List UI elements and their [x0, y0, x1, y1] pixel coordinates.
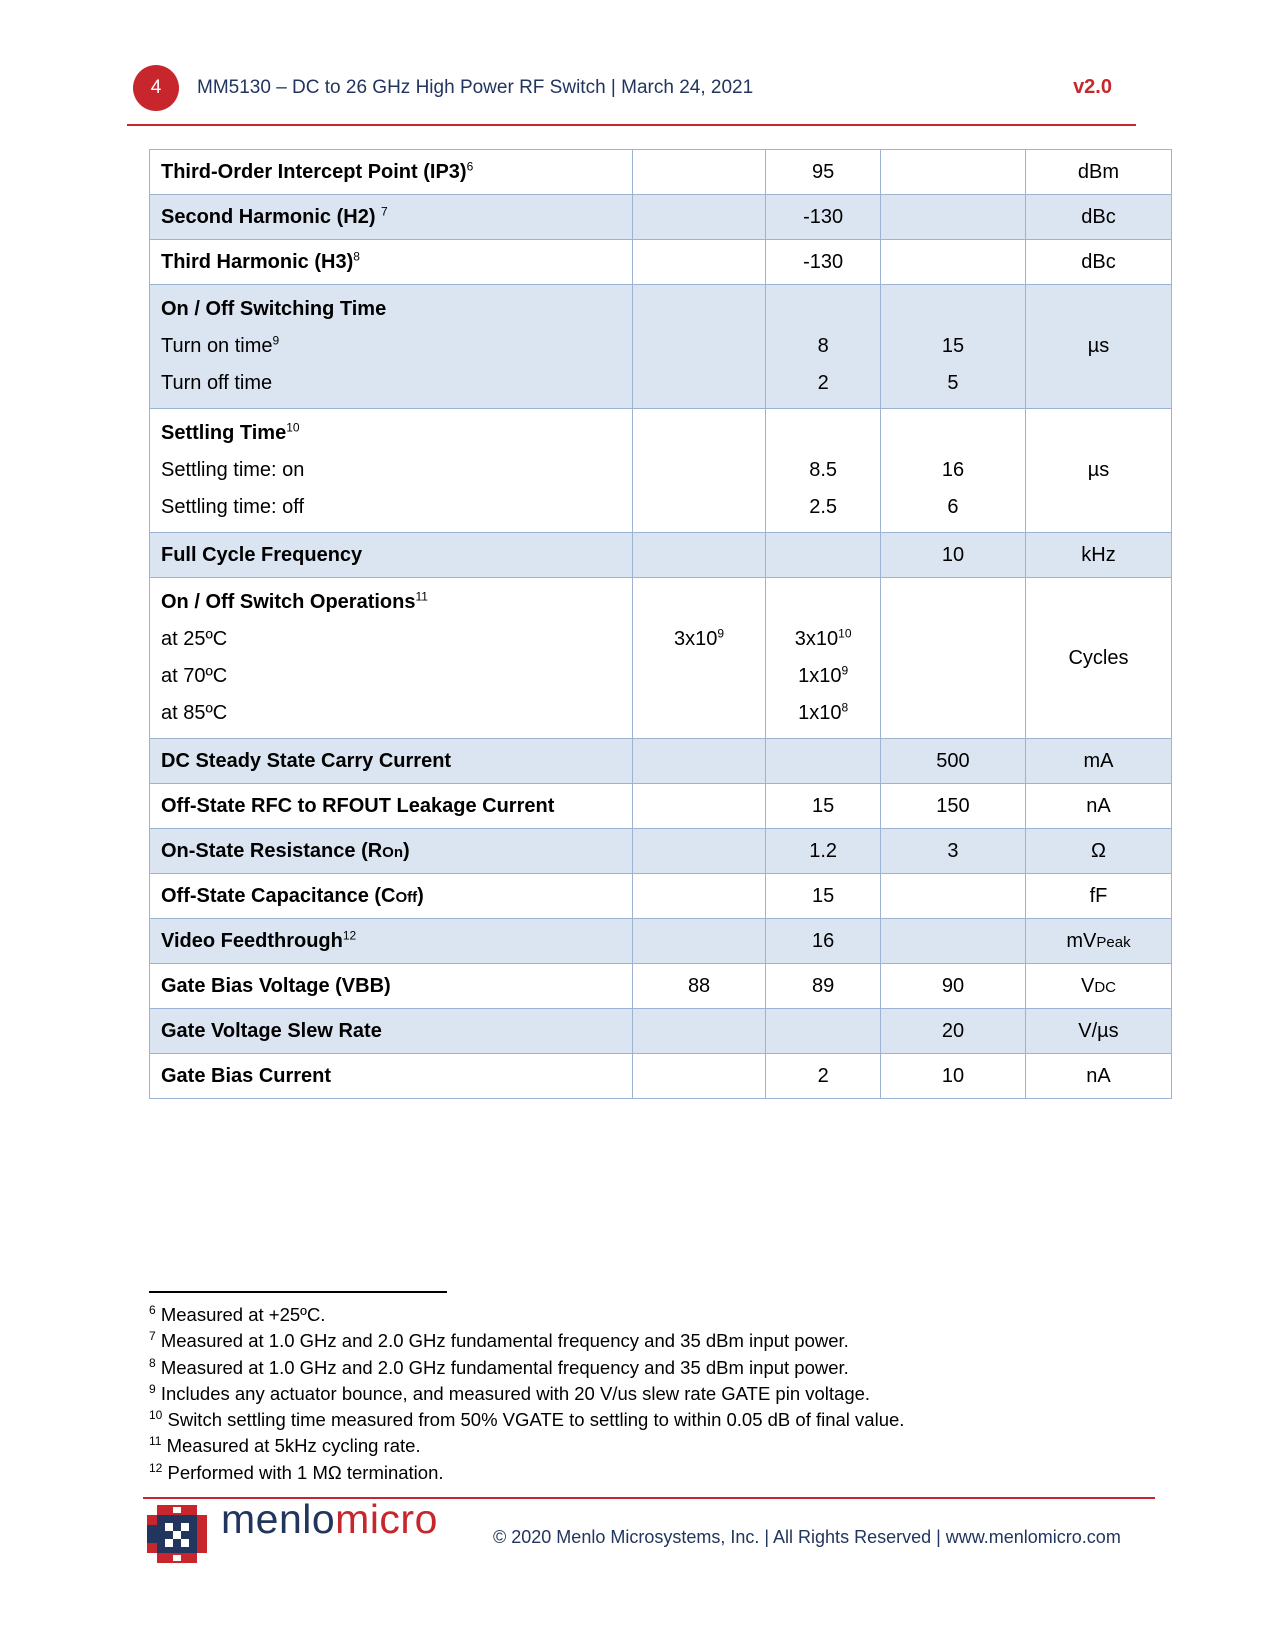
unit-cell: mVPeak [1025, 919, 1171, 964]
footnote: $^{12}$ Performed with 1 MΩ termination. [149, 1460, 444, 1483]
typ-cell: 15 [766, 784, 881, 829]
unit-cell: Cycles [1025, 578, 1171, 739]
typ-cell: 8 2 [766, 285, 881, 409]
unit-cell: fF [1025, 874, 1171, 919]
min-cell [632, 739, 765, 784]
typ-cell: $3x10^{10}$ $1x10^9$ $1x10^8$ [766, 578, 881, 739]
footnote: $^{10}$ Switch settling time measured from 50% VGATE to settling to within 0.05 dB of final value. [149, 1408, 905, 1431]
typ-cell: 15 [766, 874, 881, 919]
param-label: Third Harmonic $(H3)^8$ [150, 240, 633, 285]
unit-cell: nA [1025, 784, 1171, 829]
page-number-badge: 4 [133, 65, 179, 111]
param-label: Settling Time$^{10}$ Settling time: on Settling time: off [150, 409, 633, 533]
max-cell: 3 [881, 829, 1026, 874]
max-cell: 150 [881, 784, 1026, 829]
unit-cell: V/µs [1025, 1009, 1171, 1054]
param-label: Gate Bias Current [150, 1054, 633, 1099]
unit-cell: µs [1025, 409, 1171, 533]
min-cell [632, 409, 765, 533]
footnotes [149, 1302, 904, 1486]
param-label: On / Off Switch Operations$^{11}$ at 25ºC at 70ºC at 85ºC [150, 578, 633, 739]
typ-cell: 1.2 [766, 829, 881, 874]
brand-wordmark: menlomicro [221, 1496, 438, 1542]
table-row [150, 409, 1172, 533]
param-label: On / Off Switching Time Turn on time$^9$ Turn off time [150, 285, 633, 409]
table-row [150, 829, 1172, 874]
document-title: MM5130 – DC to 26 GHz High Power RF Switch | March 24, 2021 [197, 77, 754, 98]
min-cell [632, 784, 765, 829]
max-cell [881, 240, 1026, 285]
copyright-text: © 2020 Menlo Microsystems, Inc. | All Rights Reserved | www.menlomicro.com [493, 1527, 1121, 1547]
max-cell [881, 919, 1026, 964]
param-label: Gate Voltage Slew Rate [150, 1009, 633, 1054]
max-cell [881, 578, 1026, 739]
unit-cell: kHz [1025, 533, 1171, 578]
min-cell [632, 1054, 765, 1099]
min-cell [632, 829, 765, 874]
min-cell [632, 874, 765, 919]
typ-cell: 8.5 2.5 [766, 409, 881, 533]
table-row [150, 874, 1172, 919]
param-label: Video Feedthrough$^{12}$ [150, 919, 633, 964]
max-cell: 15 5 [881, 285, 1026, 409]
table-row [150, 739, 1172, 784]
footnote: $^7$ Measured at 1.0 GHz and 2.0 GHz fundamental frequency and 35 dBm input power. [149, 1329, 849, 1352]
footnote: $^8$ Measured at 1.0 GHz and 2.0 GHz fundamental frequency and 35 dBm input power. [149, 1355, 849, 1378]
max-cell: 10 [881, 1054, 1026, 1099]
typ-cell: 95 [766, 150, 881, 195]
param-label: Off-State Capacitance (COff) [150, 874, 633, 919]
unit-cell: dBc [1025, 240, 1171, 285]
param-label: DC Steady State Carry Current [150, 739, 633, 784]
min-cell [632, 1009, 765, 1054]
footnote: $^9$ Includes any actuator bounce, and measured with 20 V/us slew rate GATE pin voltage. [149, 1381, 871, 1404]
unit-cell: mA [1025, 739, 1171, 784]
min-cell [632, 285, 765, 409]
table-row [150, 964, 1172, 1009]
unit-cell: Ω [1025, 829, 1171, 874]
footnote: $^6$ Measured at +25ºC. [149, 1302, 326, 1325]
unit-cell: VDC [1025, 964, 1171, 1009]
typ-cell: 16 [766, 919, 881, 964]
table-row [150, 240, 1172, 285]
param-label: Second Harmonic (H2) $^7$ [150, 195, 633, 240]
min-cell: $3x10^9$ [632, 578, 765, 739]
min-cell [632, 533, 765, 578]
typ-cell: 89 [766, 964, 881, 1009]
max-cell [881, 150, 1026, 195]
max-cell: 10 [881, 533, 1026, 578]
version-label: v2.0 [1073, 76, 1112, 98]
min-cell [632, 195, 765, 240]
min-cell: 88 [632, 964, 765, 1009]
max-cell: 500 [881, 739, 1026, 784]
param-label: On-State Resistance (ROn) [150, 829, 633, 874]
min-cell [632, 240, 765, 285]
unit-cell: µs [1025, 285, 1171, 409]
min-cell [632, 919, 765, 964]
param-label: Off-State RFC to RFOUT Leakage Current [150, 784, 633, 829]
unit-cell: dBc [1025, 195, 1171, 240]
table-row [150, 784, 1172, 829]
table-row [150, 285, 1172, 409]
param-label: Full Cycle Frequency [150, 533, 633, 578]
typ-cell [766, 1009, 881, 1054]
max-cell: 20 [881, 1009, 1026, 1054]
table-row [150, 919, 1172, 964]
spec-table [149, 149, 1172, 1099]
table-row [150, 1009, 1172, 1054]
param-label: Third-Order Intercept Point $(IP3)^6$ [150, 150, 633, 195]
menlomicro-logo-icon [147, 1505, 207, 1563]
unit-cell: nA [1025, 1054, 1171, 1099]
typ-cell: -130 [766, 240, 881, 285]
footnote-separator [149, 1291, 447, 1293]
typ-cell: 2 [766, 1054, 881, 1099]
footnote: $^{11}$ Measured at 5kHz cycling rate. [149, 1434, 421, 1457]
table-row [150, 1054, 1172, 1099]
max-cell: 90 [881, 964, 1026, 1009]
param-label: Gate Bias Voltage (VBB) [150, 964, 633, 1009]
table-row [150, 150, 1172, 195]
typ-cell [766, 533, 881, 578]
table-row [150, 195, 1172, 240]
typ-cell: -130 [766, 195, 881, 240]
max-cell: 16 6 [881, 409, 1026, 533]
max-cell [881, 874, 1026, 919]
typ-cell [766, 739, 881, 784]
max-cell [881, 195, 1026, 240]
unit-cell: dBm [1025, 150, 1171, 195]
min-cell [632, 150, 765, 195]
table-row [150, 533, 1172, 578]
table-row [150, 578, 1172, 739]
header-divider [127, 124, 1136, 126]
